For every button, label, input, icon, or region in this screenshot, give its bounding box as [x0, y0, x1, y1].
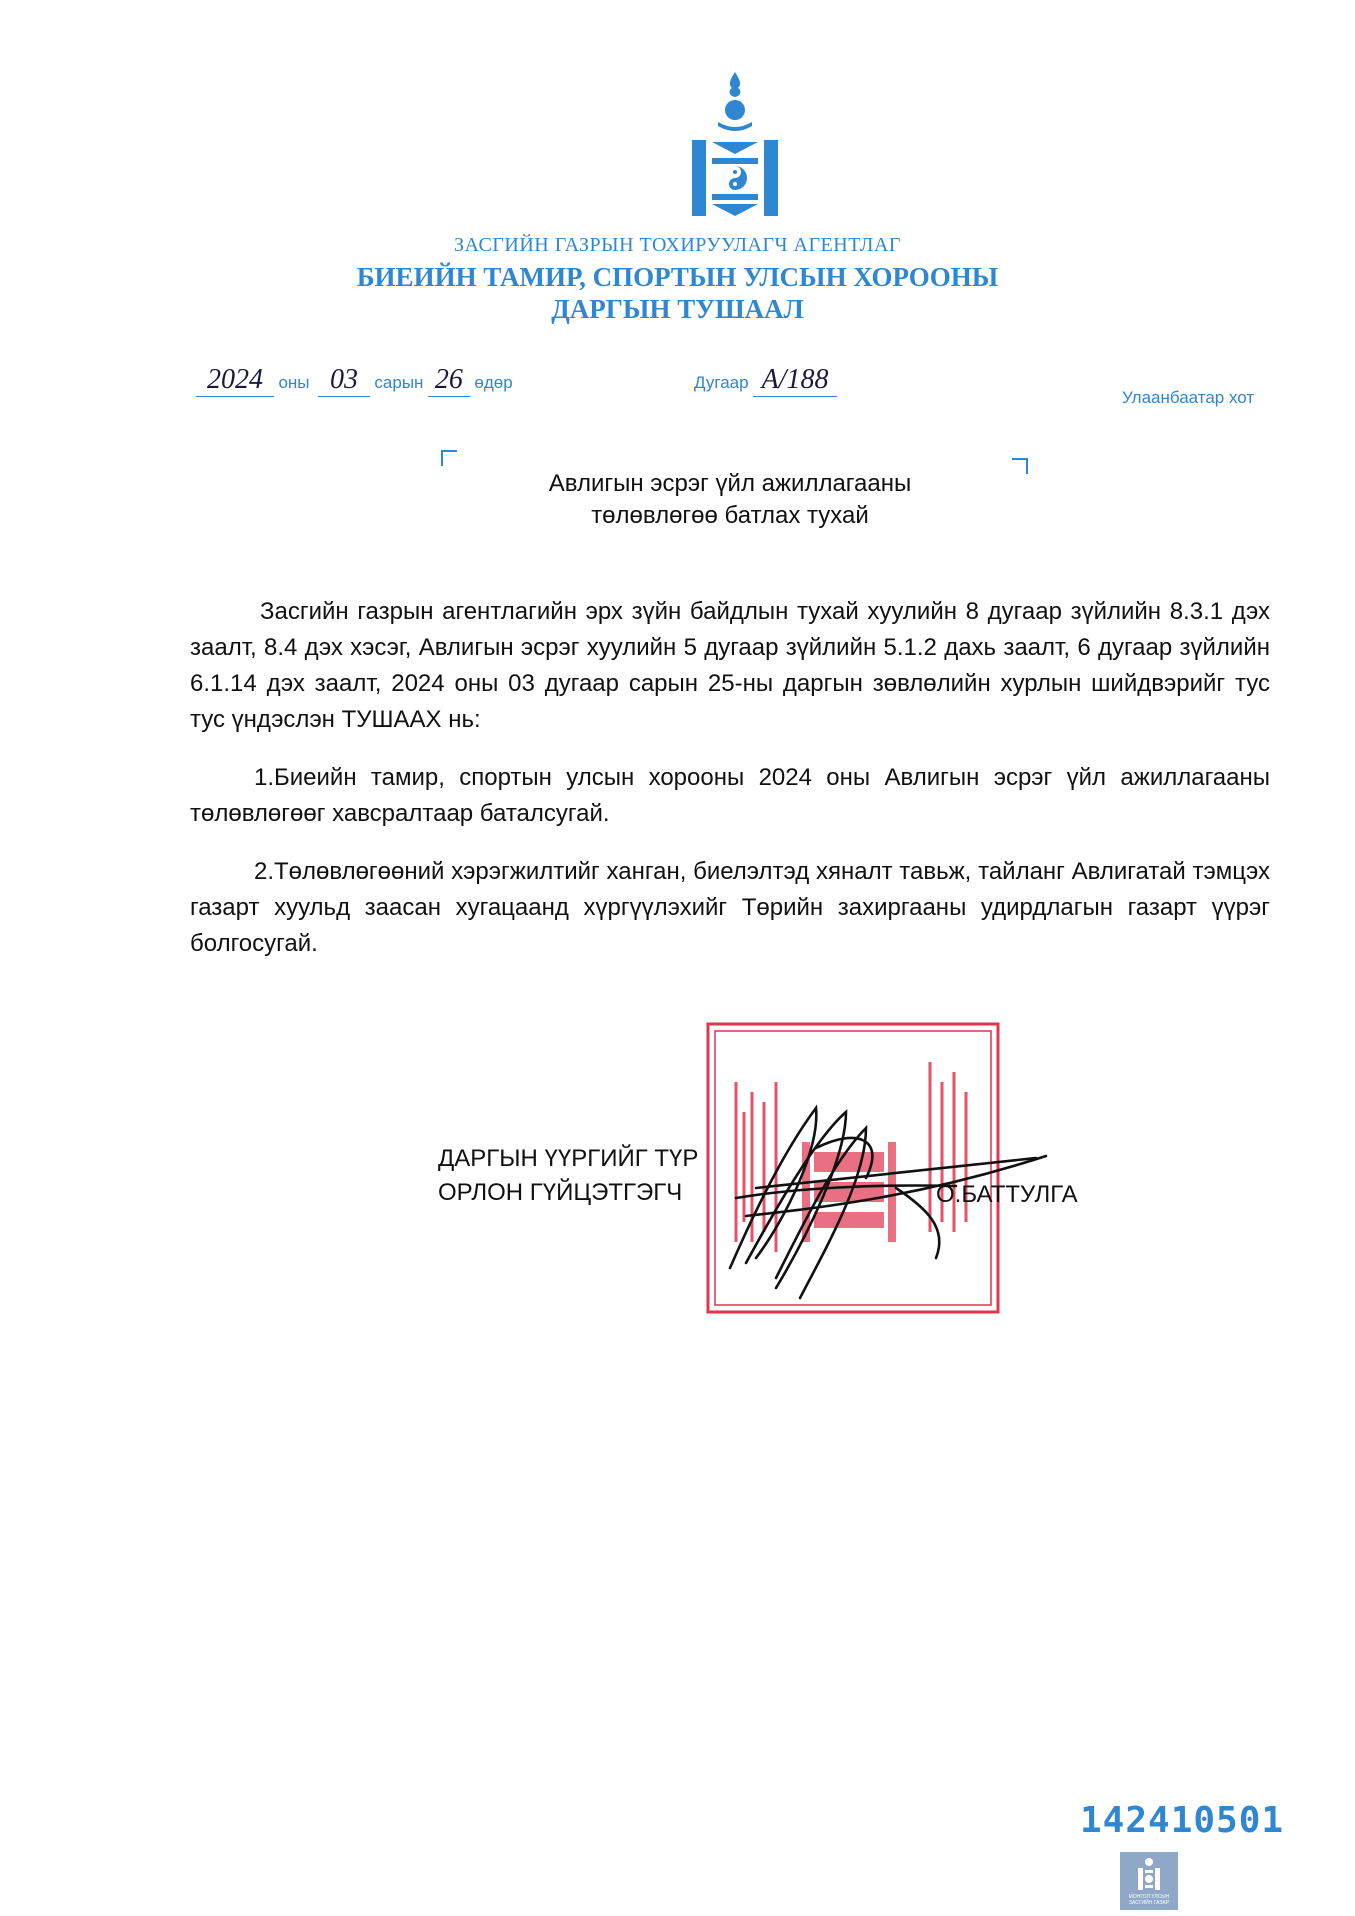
date-year: 2024 — [196, 364, 274, 397]
committee-name: БИЕИЙН ТАМИР, СПОРТЫН УЛСЫН ХОРООНЫ — [356, 262, 999, 292]
signer-title-line-2: ОРЛОН ГҮЙЦЭТГЭГЧ — [438, 1179, 683, 1206]
seal-caption-line-1: МОНГОЛ УЛСЫН — [1128, 1894, 1170, 1900]
handwritten-signature — [716, 1088, 1056, 1308]
subject-line-1: Авлигын эсрэг үйл ажиллагааны — [548, 470, 912, 497]
subject-corner-left — [441, 450, 457, 466]
subject-line-2: төлөвлөгөө батлах тухай — [591, 502, 869, 529]
order-item-2: 2.Төлөвлөгөөний хэрэгжилтийг ханган, биелэлтэд хяналт тавьж, тайланг Авлигатай тэмцэх газарт хуульд заасан хугацаанд хүргүүлэхийг Төрийн захиргааны удирдлагын газарт үүрэг болгосугай. — [190, 858, 1270, 957]
document-serial-number: 142410501 — [1080, 1800, 1285, 1841]
preamble-paragraph: Засгийн газрын агентлагийн эрх зүйн байдлын тухай хуулийн 8 дугаар зүйлийн 8.3.1 дэх заалт, 8.4 дэх хэсэг, Авлигын эсрэг хуулийн 5 дугаар зүйлийн 5.1.2 дахь заалт, 6 дугаар зүйлийн 6.1.14 дэх заалт, 2024 оны 03 дугаар сарын 25-ны даргын зөвлөлийн хурлын шийдвэрийг тус тус үндэслэн ТУШААХ нь: — [190, 598, 1270, 733]
order-item-1: 1.Биеийн тамир, спортын улсын хорооны 2024 оны Авлигын эсрэг үйл ажиллагааны төлөвлөгөөг хавсралтаар баталсугай. — [190, 764, 1270, 827]
date-day: 26 — [428, 364, 470, 397]
agency-name: ЗАСГИЙН ГАЗРЫН ТОХИРУУЛАГЧ АГЕНТЛАГ — [454, 234, 901, 256]
date-month: 03 — [318, 364, 370, 397]
city: Улаанбаатар хот — [1122, 388, 1255, 407]
year-label: оны — [278, 373, 310, 392]
seal-caption-line-2: ЗАСГИЙН ГАЗАР — [1128, 1900, 1170, 1906]
month-label: сарын — [374, 373, 424, 392]
date-line — [196, 364, 513, 397]
soyombo-small-icon — [1120, 1854, 1178, 1894]
signer-title-line-1: ДАРГЫН ҮҮРГИЙГ ТҮР — [438, 1145, 699, 1172]
government-seal-badge — [1120, 1852, 1178, 1910]
order-number: А/188 — [753, 364, 837, 397]
soyombo-emblem-icon — [690, 70, 780, 220]
day-label: өдөр — [474, 373, 513, 392]
number-label: Дугаар — [694, 373, 749, 392]
order-number-line — [694, 364, 837, 397]
order-title: ДАРГЫН ТУШААЛ — [551, 294, 804, 324]
signer-name: О.БАТТУЛГА — [936, 1181, 1078, 1208]
